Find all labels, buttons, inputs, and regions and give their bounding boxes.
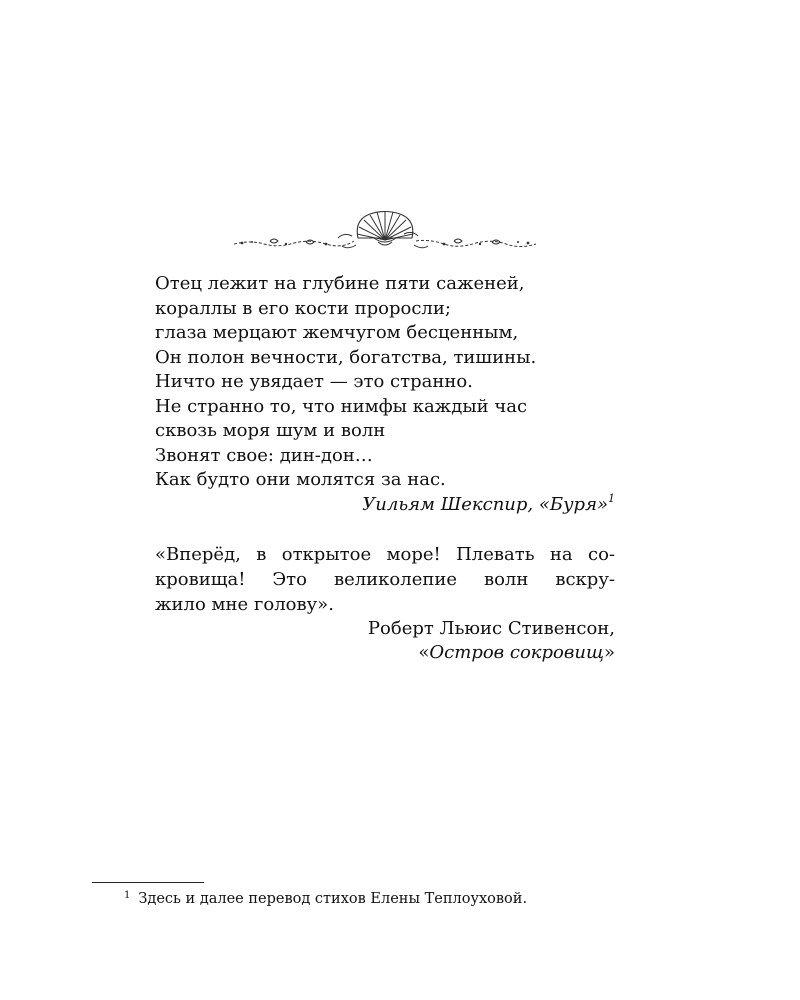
prose-epigraph	[155, 542, 615, 617]
quote-work-title: Остров сокровищ	[429, 642, 604, 663]
poem-line: Отец лежит на глубине пяти саженей,	[155, 273, 525, 294]
poem-line: кораллы в его кости проросли;	[155, 297, 451, 319]
footnote-divider	[92, 882, 204, 883]
footnote-text: Здесь и далее перевод стихов Елены Теплоуховой.	[138, 891, 528, 907]
quote-line: «Вперёд, в открытое море! Плевать на со-	[155, 544, 615, 565]
poem-attribution-text: Уильям Шекспир, «Буря»	[362, 494, 608, 515]
quote-line: кровища! Это великолепие волн вскру-	[155, 569, 615, 590]
poem-line: Ничто не увядает — это странно.	[155, 371, 473, 392]
footnote-reference: 1	[608, 492, 615, 505]
poem-line: Он полон вечности, богатства, тишины.	[155, 346, 537, 368]
open-quote-mark: «	[418, 642, 430, 663]
quote-attribution	[155, 617, 615, 665]
quote-line: жило мне голову».	[155, 594, 334, 615]
poem-line: глаза мерцают жемчугом бесценным,	[155, 322, 519, 343]
poem-line: Как будто они молятся за нас.	[155, 469, 446, 490]
close-quote-mark: »	[603, 642, 615, 663]
poem-line: Не странно то, что нимфы каждый час	[155, 395, 528, 417]
seashell-icon	[230, 208, 540, 254]
quote-work	[155, 641, 615, 665]
footnote	[124, 889, 527, 909]
poem-attribution	[155, 493, 615, 517]
poem-epigraph	[155, 272, 615, 493]
poem-line: Звонят свое: дин-дон…	[155, 444, 373, 466]
poem-line: сквозь моря шум и волн	[155, 420, 386, 441]
quote-author: Роберт Льюис Стивенсон,	[367, 618, 615, 639]
footnote-mark: 1	[124, 890, 131, 901]
